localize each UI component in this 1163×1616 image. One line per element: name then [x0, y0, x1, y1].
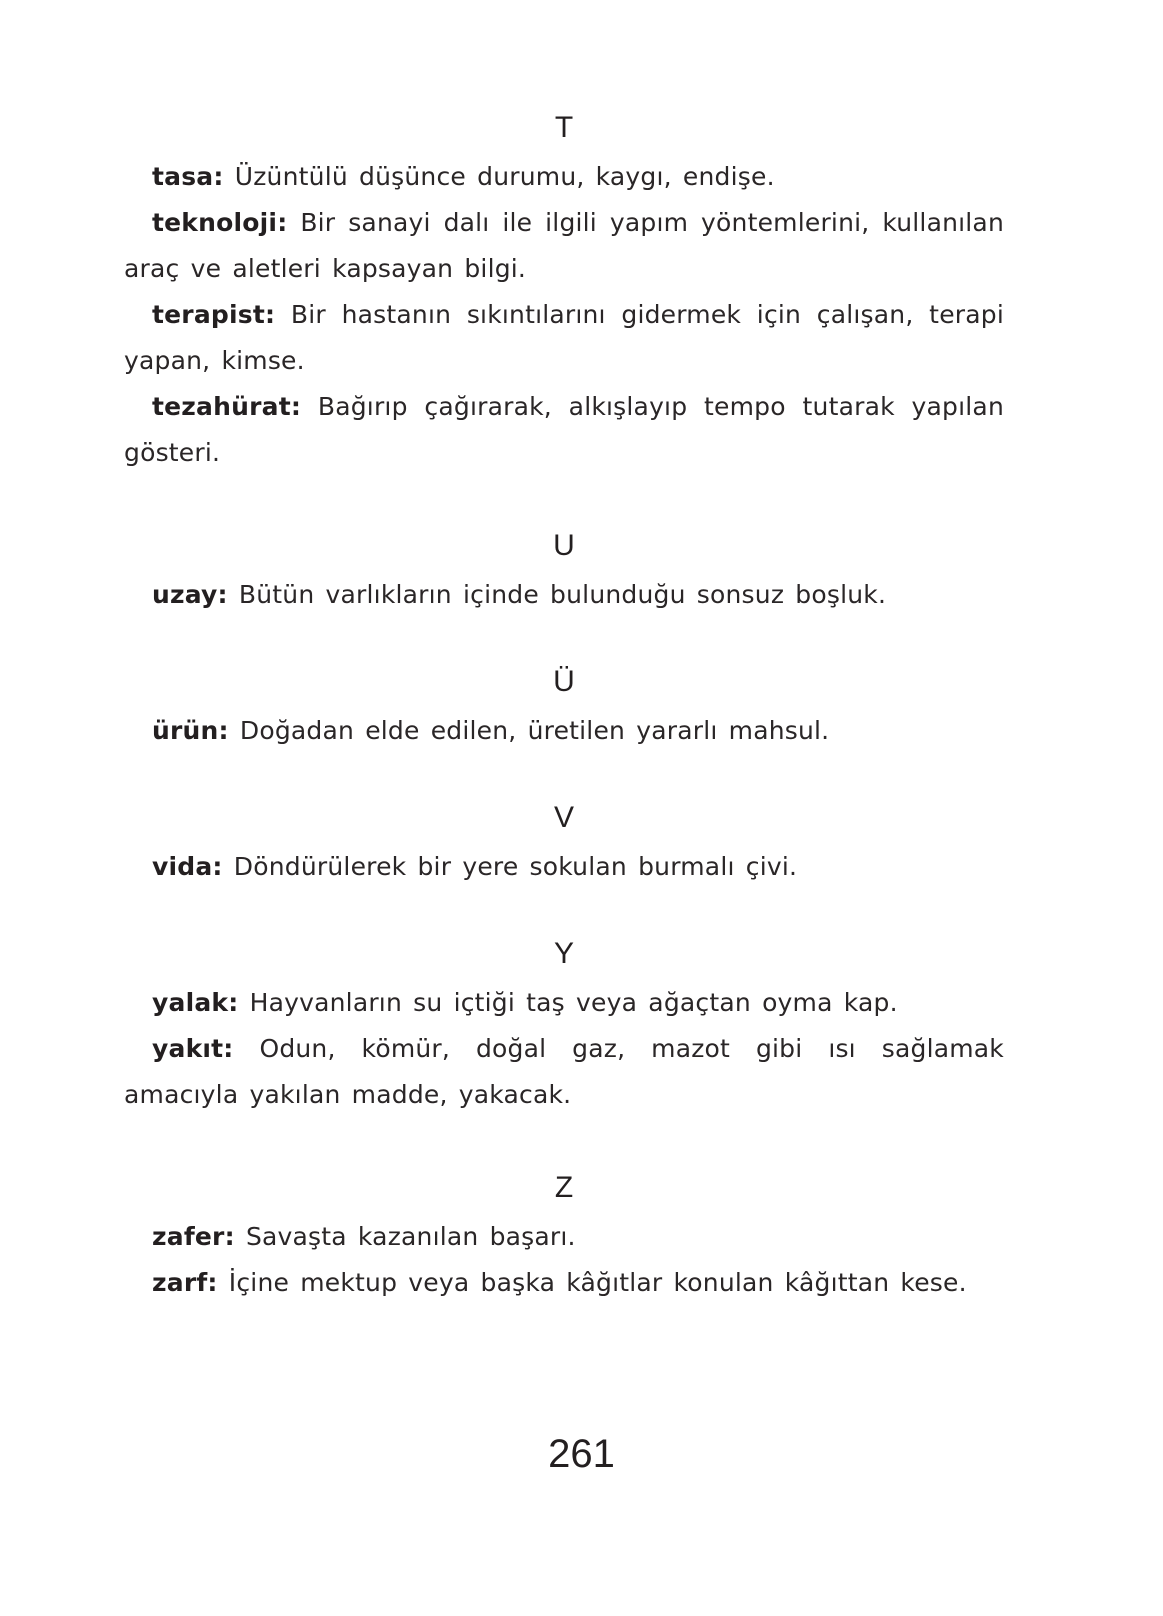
- spacer: [124, 618, 1004, 662]
- glossary-entry: [124, 708, 1004, 754]
- glossary-entry: [124, 572, 1004, 618]
- section-t: [124, 108, 1004, 476]
- entry-definition: Doğadan elde edilen, üretilen yararlı mahsul.: [239, 716, 830, 745]
- entry-definition: Bir hastanın sıkıntılarını gidermek için çalışan, terapi yapan, kimse.: [124, 300, 1004, 375]
- entry-definition: Odun, kömür, doğal gaz, mazot gibi ısı sağlamak amacıyla yakılan madde, yakacak.: [124, 1034, 1004, 1109]
- spacer: [124, 890, 1004, 934]
- entry-term: zafer:: [152, 1222, 235, 1251]
- glossary-entry: [124, 1260, 1004, 1306]
- section-y: [124, 934, 1004, 1118]
- glossary-entry: [124, 154, 1004, 200]
- glossary-entry: [124, 200, 1004, 292]
- section-z: [124, 1168, 1004, 1306]
- entry-definition: Hayvanların su içtiği taş veya ağaçtan oyma kap.: [249, 988, 898, 1017]
- section-letter: Ü: [553, 665, 575, 698]
- entry-term: yalak:: [152, 988, 239, 1017]
- entry-term: tasa:: [152, 162, 224, 191]
- glossary-entry: [124, 292, 1004, 384]
- entry-term: zarf:: [152, 1268, 218, 1297]
- entry-definition: İçine mektup veya başka kâğıtlar konulan kâğıttan kese.: [228, 1268, 967, 1297]
- section-v: [124, 798, 1004, 890]
- section-letter: Y: [553, 937, 574, 970]
- entry-term: tezahürat:: [152, 392, 302, 421]
- glossary-entry: [124, 844, 1004, 890]
- spacer: [124, 754, 1004, 798]
- entry-term: yakıt:: [152, 1034, 234, 1063]
- section-u-umlaut: [124, 662, 1004, 754]
- section-letter: V: [553, 801, 574, 834]
- entry-definition: Savaşta kazanılan başarı.: [245, 1222, 576, 1251]
- glossary-entry: [124, 980, 1004, 1026]
- section-letter: U: [553, 529, 575, 562]
- entry-term: terapist:: [152, 300, 276, 329]
- glossary-entry: [124, 384, 1004, 476]
- entry-term: vida:: [152, 852, 223, 881]
- entry-definition: Üzüntülü düşünce durumu, kaygı, endişe.: [234, 162, 775, 191]
- glossary-page: [124, 108, 1004, 1306]
- entry-term: ürün:: [152, 716, 229, 745]
- entry-definition: Döndürülerek bir yere sokulan burmalı çivi.: [233, 852, 798, 881]
- entry-term: uzay:: [152, 580, 228, 609]
- entry-definition: Bağırıp çağırarak, alkışlayıp tempo tutarak yapılan gösteri.: [124, 392, 1004, 467]
- section-u: [124, 526, 1004, 618]
- spacer: [124, 476, 1004, 526]
- section-letter: T: [554, 111, 574, 144]
- entry-definition: Bir sanayi dalı ile ilgili yapım yöntemlerini, kullanılan araç ve aletleri kapsayan bilgi.: [124, 208, 1004, 283]
- entry-term: teknoloji:: [152, 208, 288, 237]
- section-letter: Z: [554, 1171, 574, 1204]
- entry-definition: Bütün varlıkların içinde bulunduğu sonsuz boşluk.: [238, 580, 887, 609]
- glossary-entry: [124, 1026, 1004, 1118]
- glossary-entry: [124, 1214, 1004, 1260]
- spacer: [124, 1118, 1004, 1168]
- page-number: 261: [548, 1432, 615, 1476]
